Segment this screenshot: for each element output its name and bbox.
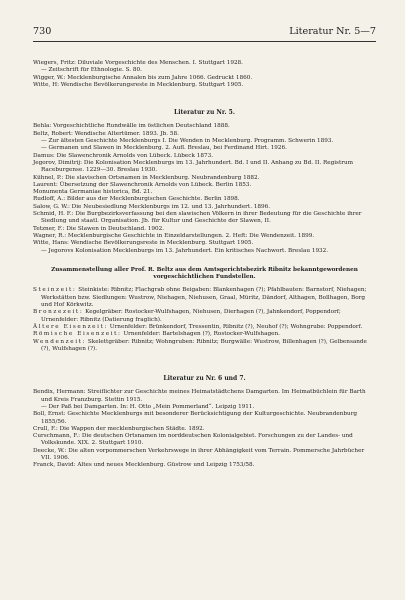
- bib-entry: — Zur ältesten Geschichte Mecklenburgs I. Die Wenden in Mecklenburg. Programm. Schwerin 1893.: [41, 138, 334, 145]
- section-heading-nr6-7: Literatur zu Nr. 6 und 7.: [163, 375, 246, 383]
- bib-entry: Franck, David: Altes und neues Mecklenburg. Güstrow und Leipzig 1753/58.: [33, 462, 255, 469]
- bib-entry: — Der Paß bei Damgarten. In: H. Otto „Mein Pommerland“. Leipzig 1911.: [41, 403, 255, 410]
- bib-entry: Deecke, W.: Die alten vorpommerschen Verkehrswege in ihrer Abhängigkeit vom Terrain. Pommersche Jahrbücher VII. 1906.: [33, 447, 365, 462]
- fundstellen-heading: Zusammenstellung aller Prof. R. Beltz aus dem Amtsgerichtsbezirk Ribnitz bekanntgewordenen vorgeschichtlichen Fundstellen.: [51, 266, 358, 281]
- bib-entry: Crull, F.: Die Wappen der mecklenburgischen Städte. 1892.: [33, 425, 205, 432]
- bib-entry: Witte, H: Wendische Bevölkerungsreste in Mecklenburg. Stuttgart 1905.: [33, 81, 244, 88]
- bib-entry: Schmid, H. F.: Die Burgbezirksverfassung bei den slawischen Völkern in ihrer Bedeutung für die Geschichte ihrer Siedlung und staatl. Organisation. Jb. für Kultur und Geschichte der Slawen, II.: [33, 211, 362, 225]
- bib-entry: Damus: Die Slawenchronik Arnolds von Lübeck. Lübeck 1873.: [33, 152, 214, 159]
- bib-entry: Wagner, R.: Mecklenburgische Geschichte in Einzeldarstellungen. 2. Heft: Die Wendenzeit. 1899.: [33, 232, 315, 239]
- bib-entry: Wigger, W.: Mecklenburgische Annalen bis zum Jahre 1066. Gedruckt 1860.: [33, 74, 253, 81]
- period-text: Kegelgräber: Rostocker-Wulfshagen, Niehusen, Dierhagen (?), Jahnkendorf, Poppendorf; Urnenfelder: Ribnitz (Datierung fraglich).: [41, 309, 341, 323]
- bib-entry: Salow, G. W.: Die Neubesiedlung Mecklenburgs im 12. und 13. Jahrhundert. 1896.: [33, 203, 271, 210]
- bib-entry: Laurent: Übersetzung der Slawenchronik Arnolds von Lübeck. Berlin 1853.: [33, 181, 252, 188]
- bib-entry: Behla: Vorgeschichtliche Rundwälle im östlichen Deutschland 1888.: [33, 123, 230, 130]
- period-entry: [33, 287, 376, 309]
- bib-entry: — Germanen und Slawen in Mecklenburg. 2. Aufl. Breslau, bei Ferdinand Hirt. 1926.: [41, 145, 287, 152]
- bib-entry: Kühnel, P.: Die slavischen Ortsnamen in Mecklenburg. Neubrandenburg 1882.: [33, 174, 260, 181]
- bib-entry: Rudloff, A.: Bilder aus der Mecklenburgischen Geschichte. Berlin 1898.: [33, 196, 240, 203]
- period-text: Skelettgräber: Ribnitz; Wohngruben: Ribnitz; Burgwälle: Wustrow, Billenhagen (?), Gelbensande (?), Wulfshagen (?).: [41, 338, 367, 352]
- period-text: Urnenfelder: Brünkendorf, Tressentin, Ribnitz (?), Neuhof (?); Wohngrube: Poppendorf.: [109, 323, 363, 330]
- fundstellen-block: [33, 267, 376, 353]
- period-label: Bronzezeit:: [33, 309, 84, 316]
- bib-entry: Curschmann, F.: Die deutschen Ortsnamen im norddeutschen Kolonialgebiet. Forschungen zu der Landes- und Volkskunde. XIX. 2. Stuttgart 1910.: [33, 433, 353, 447]
- bib-entry: Wiegers, Fritz: Diluviale Vorgeschichte des Menschen. I. Stuttgart 1928.: [33, 60, 243, 66]
- bib-entry: Witte, Hans: Wendische Bevölkerungsreste in Mecklenburg. Stuttgart 1905.: [33, 240, 254, 247]
- bib-entry: Tetzner, F.: Die Slawen in Deutschland. 1902.: [33, 225, 165, 232]
- bib-entry: Jegorov, Dimitrij: Die Kolonisation Mecklenburgs im 13. Jahrhundert. Bd. I und II. Anhang zu Bd. II. Registrum Raceburgense. 1229—30. Breslau 1930.: [33, 159, 354, 174]
- period-entry: [33, 331, 376, 338]
- period-text: Urnenfelder: Bartelshagen (?), Rostocker-Wulfshagen.: [123, 331, 280, 338]
- page-number: 730: [33, 26, 52, 37]
- bib-entry: — Jegorovs Kolonisation Mecklenburgs im 13. Jahrhundert. Ein kritisches Nachwort. Breslau 1932.: [41, 247, 329, 254]
- period-label: Wendenzeit:: [33, 338, 87, 345]
- period-label: Ältere Eisenzeit:: [33, 323, 108, 330]
- section67-entries: [33, 389, 376, 469]
- period-entry: [33, 309, 376, 324]
- bib-entry: — Zeitschrift für Ethnologie. S. 80.: [41, 67, 142, 74]
- period-label: Steinzeit:: [33, 287, 77, 294]
- bib-entry: Boll, Ernst: Geschichte Mecklenburgs mit besonderer Berücksichtigung der Kulturgeschichte. Neubrandenburg 1855/56.: [33, 411, 358, 425]
- bib-entry: Bendix, Hermann: Streiflichter zur Geschichte meines Heimatstädtchens Damgarten. Im Heimatbüchlein für Barth und Kreis Franzburg. Stettin 1915.: [33, 389, 366, 403]
- bib-entry: Beltz, Robert: Wendische Altertümer. 1893. Jb. 58.: [33, 130, 179, 137]
- running-title: Literatur Nr. 5—7: [289, 26, 376, 37]
- running-header: [33, 26, 376, 40]
- period-entry: [33, 339, 376, 354]
- header-rule: [33, 41, 376, 42]
- section-heading-nr5: Literatur zu Nr. 5.: [174, 109, 235, 117]
- page-body: [33, 60, 376, 470]
- period-text: Steinkiste: Ribnitz; Flachgrab ohne Beigaben: Blankenhagen (?); Pfahlbauten: Barnstorf, Niehagen; Werkstätten bzw. Siedlungen: Wustrow, Niehagen, Niehusen, Graal, Müritz, Dändorf, Althagen, Bollhagen, Borg und Hof Körkwitz.: [41, 287, 367, 309]
- period-label: Römische Eisenzeit:: [33, 331, 122, 338]
- top-entries: [33, 60, 376, 89]
- fundstellen-list: [33, 287, 376, 353]
- bib-entry: Monumenta Germaniae historica, Bd. 21.: [33, 189, 153, 196]
- section5-entries: [33, 123, 376, 254]
